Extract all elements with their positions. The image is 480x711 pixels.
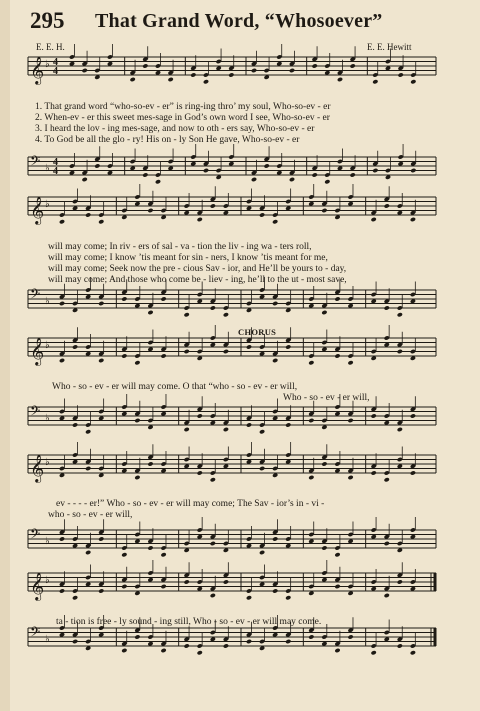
note-head	[184, 427, 190, 432]
chorus-line-2: ev - - - - er!” Who - so - ev - er will may come; The Sav - ior’s in - vi -	[56, 499, 325, 509]
note-head	[272, 358, 278, 363]
note-head	[410, 168, 416, 173]
note-head	[312, 172, 318, 177]
note-head	[372, 79, 378, 84]
flat-key-signature-icon: ♭	[45, 199, 50, 210]
note-head	[246, 639, 252, 644]
note-head	[223, 349, 229, 354]
verse-2-line-1: 2. When-ev - er this sweet mes-sage in God’s own word I see, Who-so-ev - er	[35, 113, 330, 123]
note-head	[98, 219, 104, 224]
words-credit: E. E. H.	[36, 42, 65, 52]
note-head	[203, 79, 209, 84]
note-head	[160, 552, 166, 557]
note-head	[334, 584, 340, 589]
flat-key-signature-icon: ♭	[45, 634, 50, 645]
note-head	[197, 217, 203, 222]
treble-clef-icon: 𝄞	[30, 454, 45, 482]
note-head	[246, 595, 252, 600]
note-head	[259, 466, 265, 471]
time-signature-top: 4	[53, 157, 58, 168]
note-head	[184, 579, 190, 584]
note-head	[259, 212, 265, 217]
note-head	[82, 68, 88, 73]
note-head	[203, 168, 209, 173]
note-head	[384, 541, 390, 546]
time-signature-bottom: 4	[53, 66, 58, 77]
note-head	[272, 219, 278, 224]
note-head	[397, 427, 403, 432]
bass-staff-2	[0, 283, 480, 333]
note-head	[371, 650, 377, 655]
treble-staff-3	[0, 331, 480, 381]
note-head	[184, 312, 190, 317]
note-head	[72, 344, 78, 349]
note-head	[397, 643, 403, 648]
note-head	[384, 203, 390, 208]
note-head	[410, 79, 416, 84]
note-head	[321, 461, 327, 466]
bass-staff-5	[0, 621, 480, 671]
note-head	[72, 595, 78, 600]
note-head	[134, 634, 140, 639]
note-head	[223, 312, 229, 317]
note-head	[321, 545, 327, 550]
note-head	[121, 584, 127, 589]
note-head	[85, 466, 91, 471]
note-head	[223, 643, 229, 648]
note-head	[285, 344, 291, 349]
verse-1-line-2: will may come; In riv - ers of sal - va - tion the liv - ing wa - ters roll,	[48, 242, 312, 252]
note-head	[184, 349, 190, 354]
chorus-line-3: ta - tion is free - ly sound - ing still, Who - so - ev - er will may come.	[56, 617, 322, 627]
note-head	[312, 63, 318, 68]
note-head	[85, 212, 91, 217]
note-head	[347, 634, 353, 639]
note-head	[190, 72, 196, 77]
note-head	[337, 77, 343, 82]
note-head	[308, 475, 314, 480]
note-head	[308, 634, 314, 639]
note-head	[160, 584, 166, 589]
bass-clef-icon: 𝄢	[30, 526, 41, 545]
note-head	[184, 643, 190, 648]
treble-staff-4	[0, 448, 480, 498]
note-head	[410, 470, 416, 475]
note-head	[134, 418, 140, 423]
note-head	[347, 418, 353, 423]
note-head	[371, 413, 377, 418]
note-head	[98, 536, 104, 541]
note-head	[210, 593, 216, 598]
note-head	[272, 301, 278, 306]
treble-staff-1	[0, 50, 480, 100]
note-head	[347, 360, 353, 365]
note-head	[321, 208, 327, 213]
bass-clef-icon: 𝄢	[30, 286, 41, 305]
note-head	[347, 475, 353, 480]
bass-clef-icon: 𝄢	[30, 624, 41, 643]
note-head	[285, 639, 291, 644]
note-head	[251, 177, 257, 182]
treble-clef-icon: 𝄞	[30, 337, 45, 365]
note-head	[371, 217, 377, 222]
note-head	[397, 312, 403, 317]
verse-1-line-1: 1. That grand word “who-so-ev - er” is ring-ing thro’ my soul, Who-so-ev - er	[35, 102, 331, 112]
note-head	[197, 650, 203, 655]
note-head	[259, 550, 265, 555]
note-head	[130, 77, 136, 82]
time-signature-top: 4	[53, 57, 58, 68]
note-head	[210, 203, 216, 208]
note-head	[98, 588, 104, 593]
treble-clef-icon: 𝄞	[30, 196, 45, 224]
note-head	[410, 413, 416, 418]
note-head	[223, 579, 229, 584]
note-head	[384, 305, 390, 310]
note-head	[334, 353, 340, 358]
note-head	[121, 353, 127, 358]
note-head	[98, 358, 104, 363]
flat-key-signature-icon: ♭	[45, 457, 50, 468]
note-head	[384, 593, 390, 598]
treble-staff-2	[0, 190, 480, 240]
verse-2-line-2: will may come; I know ’tis meant for sin - ners, I know ’tis meant for me,	[48, 253, 328, 263]
bass-clef-icon: 𝄢	[30, 153, 41, 172]
note-head	[397, 579, 403, 584]
note-head	[223, 427, 229, 432]
note-head	[147, 545, 153, 550]
bass-clef-icon: 𝄢	[30, 403, 41, 422]
note-head	[372, 168, 378, 173]
note-head	[160, 353, 166, 358]
note-head	[160, 648, 166, 653]
treble-clef-icon: 𝄞	[30, 56, 45, 84]
verse-4-line-2: will may come; And those who come be - liev - ing, he’ll to the ut - most save,	[48, 275, 347, 285]
note-head	[155, 179, 161, 184]
note-head	[410, 217, 416, 222]
note-head	[197, 470, 203, 475]
note-head	[272, 588, 278, 593]
note-head	[168, 77, 174, 82]
note-head	[59, 536, 65, 541]
verse-3-line-1: 3. I heard the lov - ing mes-sage, and now to oth - ers say, Who-so-ev - er	[35, 124, 315, 134]
note-head	[85, 429, 91, 434]
hymn-number: 295	[30, 8, 65, 33]
note-head	[334, 648, 340, 653]
note-head	[371, 470, 377, 475]
flat-key-signature-icon: ♭	[45, 536, 50, 547]
chorus-line-1: Who - so - ev - er will may come. O that “who - so - ev - er will,	[52, 382, 298, 392]
note-head	[272, 536, 278, 541]
note-head	[147, 461, 153, 466]
note-head	[251, 68, 257, 73]
note-head	[82, 177, 88, 182]
chorus-line-2-bass: who - so - ev - er will,	[48, 510, 133, 520]
flat-key-signature-icon: ♭	[45, 575, 50, 586]
note-head	[289, 177, 295, 182]
note-head	[72, 639, 78, 644]
flat-key-signature-icon: ♭	[45, 340, 50, 351]
note-head	[134, 475, 140, 480]
note-head	[98, 301, 104, 306]
flat-key-signature-icon: ♭	[45, 163, 50, 174]
note-head	[397, 349, 403, 354]
bass-staff-3	[0, 400, 480, 450]
note-head	[160, 296, 166, 301]
note-head	[134, 360, 140, 365]
hymn-title: That Grand Word, “Whosoever”	[95, 10, 383, 32]
note-head	[121, 552, 127, 557]
note-head	[308, 418, 314, 423]
flat-key-signature-icon: ♭	[45, 296, 50, 307]
chorus-label: CHORUS	[238, 327, 277, 337]
note-head	[285, 595, 291, 600]
time-signature-bottom: 4	[53, 166, 58, 177]
note-head	[142, 63, 148, 68]
note-head	[246, 344, 252, 349]
note-head	[59, 588, 65, 593]
note-head	[410, 650, 416, 655]
chorus-line-1-bass: Who - so - ev - er will,	[283, 393, 370, 403]
note-head	[308, 360, 314, 365]
note-head	[142, 172, 148, 177]
note-head	[121, 648, 127, 653]
note-head	[121, 296, 127, 301]
music-credit: E. E. Hewitt	[367, 42, 412, 52]
verse-4-line-1: 4. To God be all the glo - ry! His on - ly Son He gave, Who-so-ev - er	[35, 135, 300, 145]
note-head	[350, 63, 356, 68]
note-head	[398, 72, 404, 77]
note-head	[246, 422, 252, 427]
note-head	[289, 68, 295, 73]
note-head	[259, 429, 265, 434]
note-head	[210, 477, 216, 482]
note-head	[384, 477, 390, 482]
flat-key-signature-icon: ♭	[45, 413, 50, 424]
note-head	[210, 541, 216, 546]
note-head	[350, 172, 356, 177]
note-head	[334, 296, 340, 301]
note-head	[147, 310, 153, 315]
note-head	[210, 305, 216, 310]
note-head	[321, 310, 327, 315]
note-head	[59, 219, 65, 224]
note-head	[94, 163, 100, 168]
note-head	[264, 163, 270, 168]
note-head	[334, 552, 340, 557]
flat-key-signature-icon: ♭	[45, 59, 50, 70]
note-head	[72, 422, 78, 427]
note-head	[228, 72, 234, 77]
note-head	[324, 179, 330, 184]
note-head	[85, 550, 91, 555]
note-head	[197, 413, 203, 418]
treble-clef-icon: 𝄞	[30, 572, 45, 600]
note-head	[285, 422, 291, 427]
note-head	[59, 358, 65, 363]
note-head	[59, 301, 65, 306]
verse-3-line-2: will may come; Seek now the pre - cious Sav - ior, and He’ll be yours to - day,	[48, 264, 347, 274]
note-head	[147, 208, 153, 213]
treble-staff-5	[0, 566, 480, 616]
